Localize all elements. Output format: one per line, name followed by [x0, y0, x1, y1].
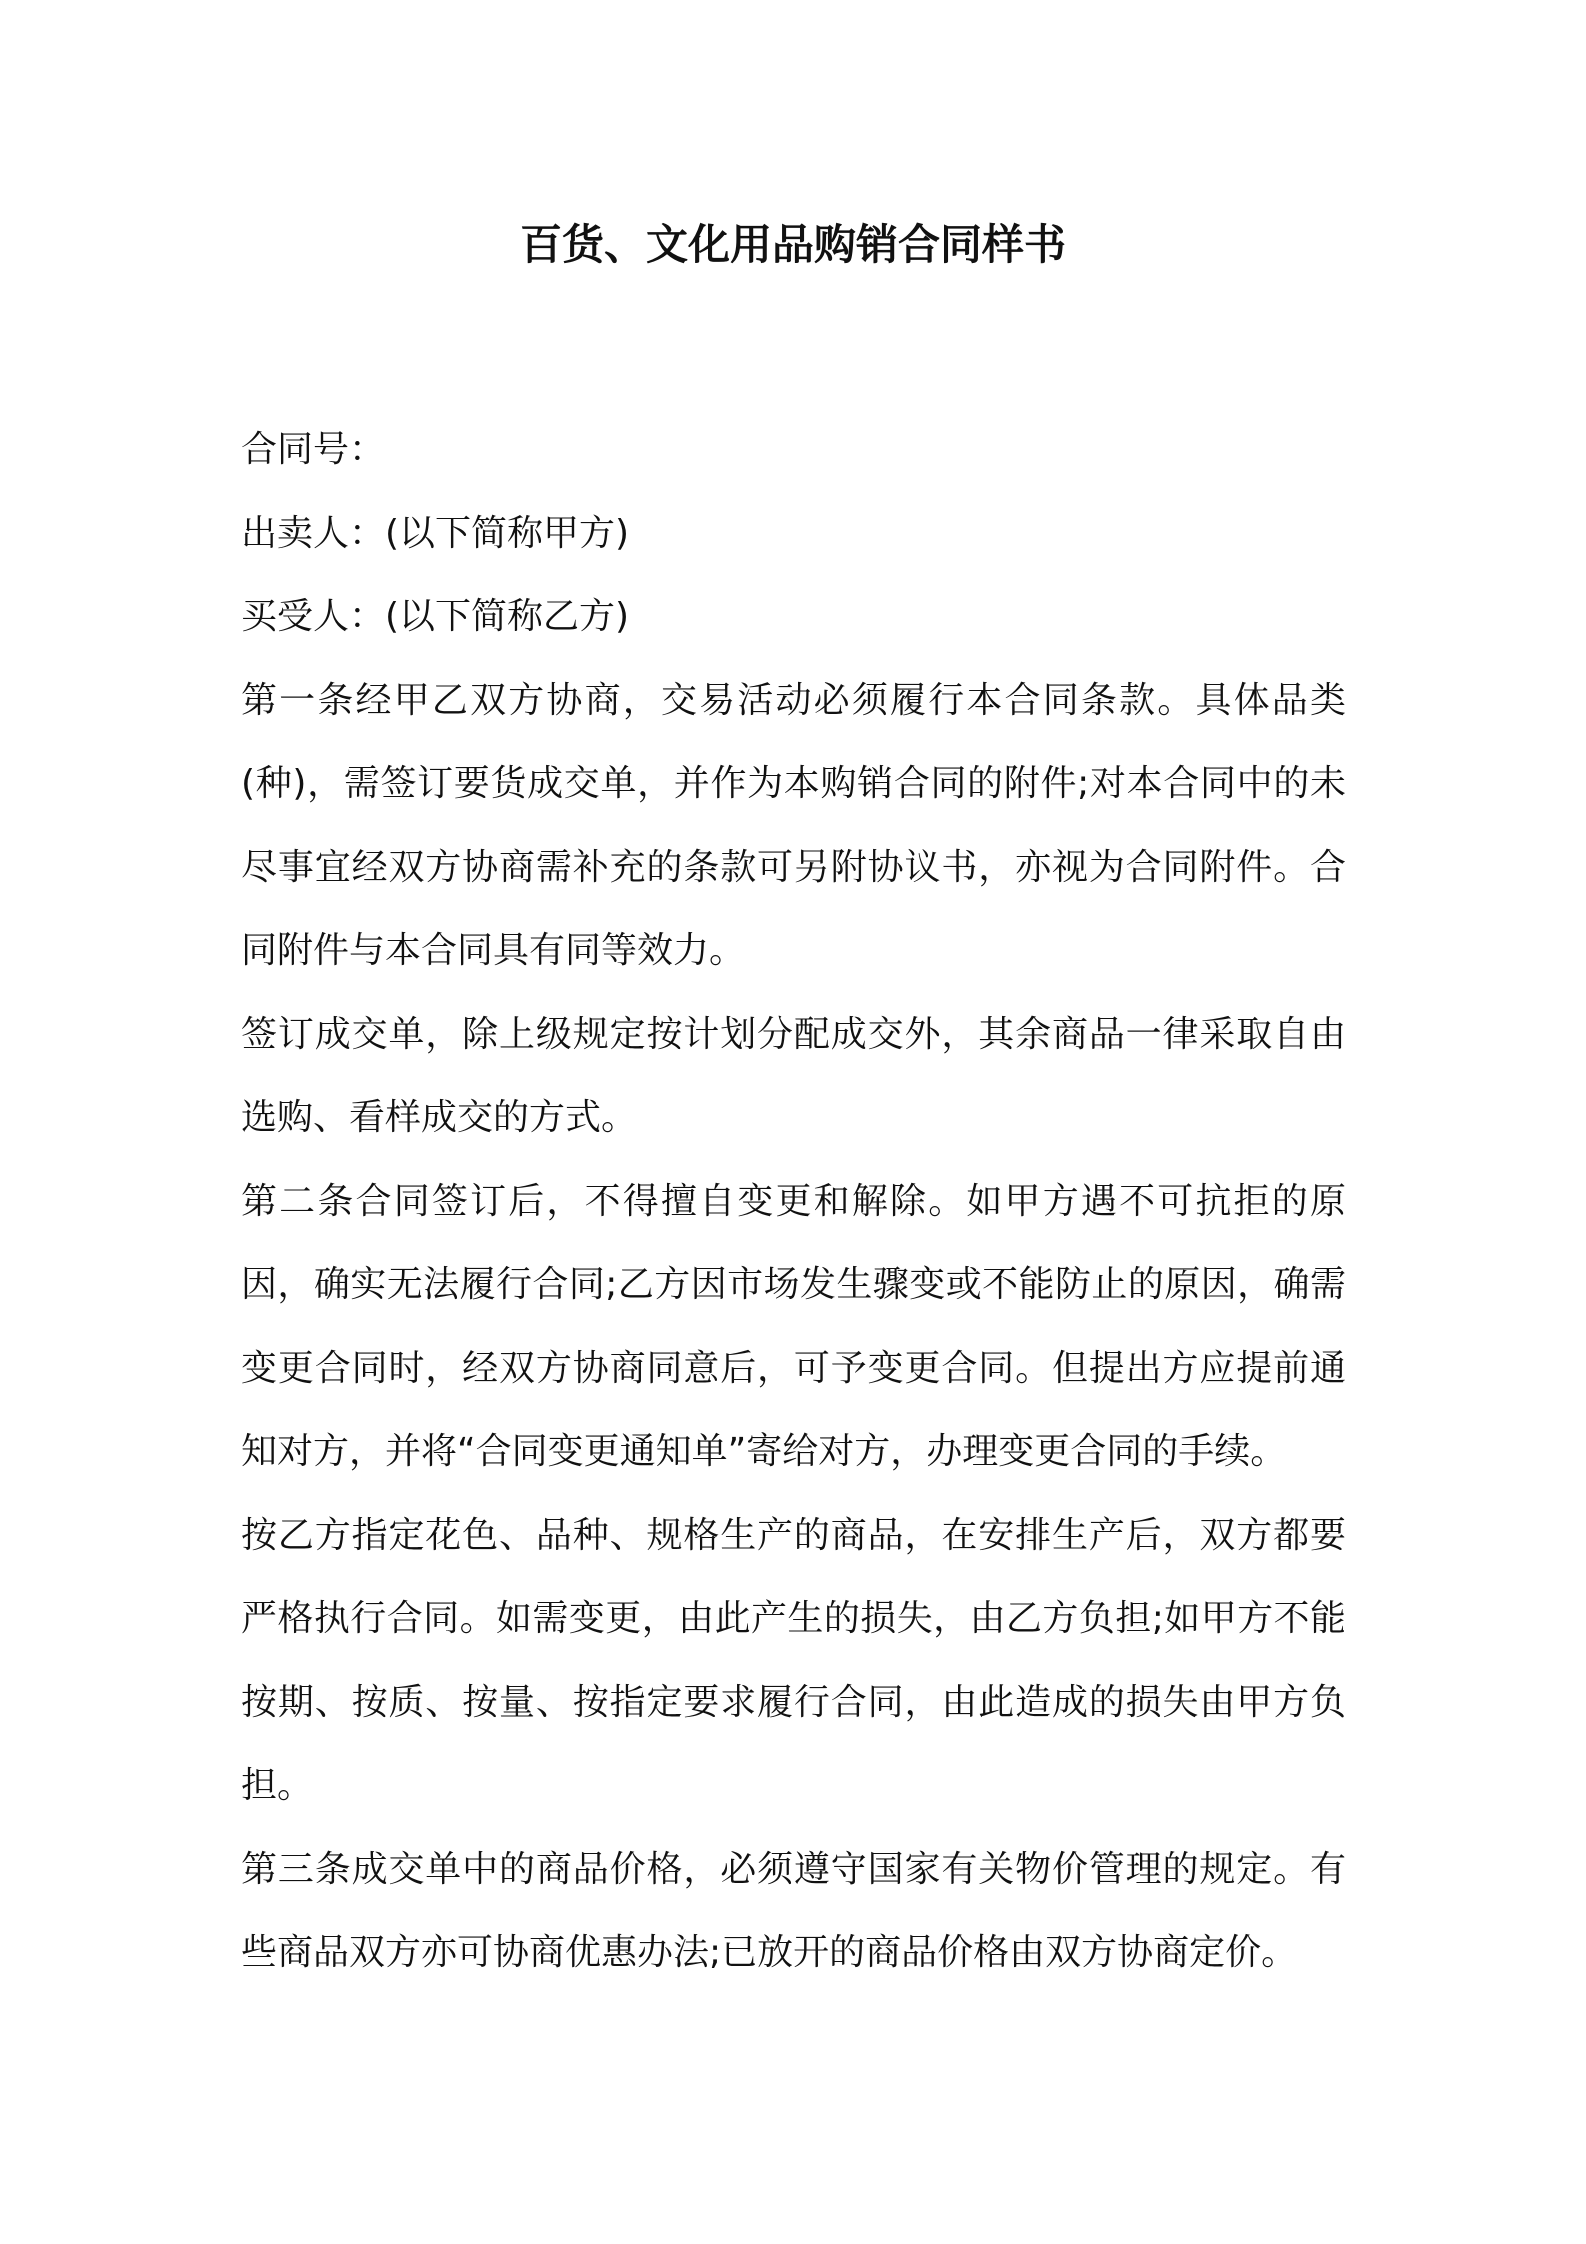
custom-production-paragraph: 按乙方指定花色、品种、规格生产的商品，在安排生产后，双方都要严格执行合同。如需变更，由此产生的损失，由乙方负担;如甲方不能按期、按质、按量、按指定要求履行合同，由此造成的损失由甲方负担。	[241, 1514, 1346, 1806]
document-title: 百货、文化用品购销合同样书	[519, 220, 1066, 269]
order-form-paragraph: 签订成交单，除上级规定按计划分配成交外，其余商品一律采取自由选购、看样成交的方式。	[241, 1013, 1346, 1138]
seller-line: 出卖人：(以下简称甲方)	[241, 512, 630, 554]
article-3-paragraph: 第三条成交单中的商品价格，必须遵守国家有关物价管理的规定。有些商品双方亦可协商优惠办法;已放开的商品价格由双方协商定价。	[241, 1848, 1346, 1973]
article-1-paragraph: 第一条经甲乙双方协商，交易活动必须履行本合同条款。具体品类(种)，需签订要货成交单，并作为本购销合同的附件;对本合同中的未尽事宜经双方协商需补充的条款可另附协议书，亦视为合同附件。合同附件与本合同具有同等效力。	[241, 679, 1346, 971]
buyer-line: 买受人：(以下简称乙方)	[241, 596, 630, 637]
article-2-paragraph: 第二条合同签订后，不得擅自变更和解除。如甲方遇不可抗拒的原因，确实无法履行合同;乙方因市场发生骤变或不能防止的原因，确需变更合同时，经双方协商同意后，可予变更合同。但提出方应提前通知对方，并将“合同变更通知单”寄给对方，办理变更合同的手续。	[241, 1180, 1346, 1472]
document-body	[241, 408, 1346, 1995]
contract-number-line: 合同号：	[241, 429, 386, 470]
